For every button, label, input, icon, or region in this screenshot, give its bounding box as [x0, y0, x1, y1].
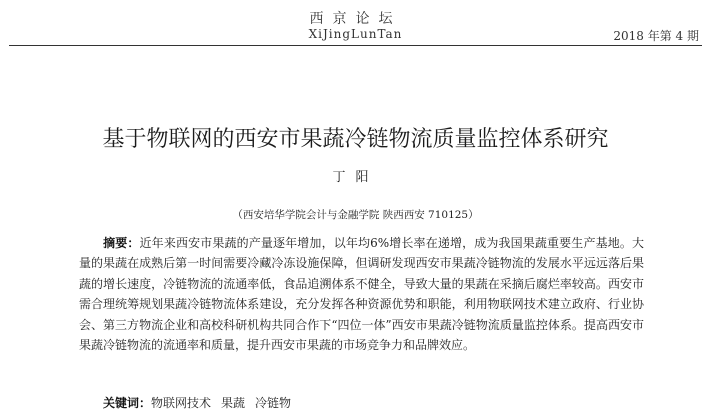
journal-name-en: XiJingLunTan	[308, 27, 403, 41]
keyword-item: 果蔬	[221, 396, 246, 410]
header-divider	[9, 45, 702, 46]
journal-name-cn: 西京论坛	[309, 11, 402, 27]
paper-author: 丁阳	[332, 170, 379, 185]
keyword-item: 物联网技术	[151, 396, 212, 410]
keyword-item: 冷链物	[255, 396, 292, 410]
paper-title: 基于物联网的西安市果蔬冷链物流质量监控体系研究	[102, 127, 609, 152]
issue-label: 2018 年第 4 期	[613, 29, 699, 43]
abstract	[79, 233, 644, 355]
author-affiliation: （西安培华学院会计与金融学院 陕西西安 710125）	[232, 209, 479, 221]
keywords	[79, 395, 644, 411]
keywords-label: 关键词：	[103, 396, 152, 410]
abstract-text: 近年来西安市果蔬的产量逐年增加，以年均6%增长率在递增，成为我国果蔬重要生产基地。大量的果蔬在成熟后第一时间需要冷藏冷冻设施保障，但调研发现西安市果蔬冷链物流的发展水平远远落后果蔬的增长速度，冷链物流的流通率低，食品追溯体系不健全，导致大量的果蔬在采摘后腐烂率较高。西安市需合理统筹规划果蔬冷链物流体系建设，充分发挥各种资源优势和职能，利用物联网技术建立政府、行业协会、第三方物流企业和高校科研机构共同合作下“四位一体”西安市果蔬冷链物流质量监控体系。提高西安市果蔬冷链物流的流通率和质量，提升西安市果蔬的市场竞争力和品牌效应。	[79, 236, 644, 353]
abstract-label: 摘要：	[103, 236, 140, 250]
